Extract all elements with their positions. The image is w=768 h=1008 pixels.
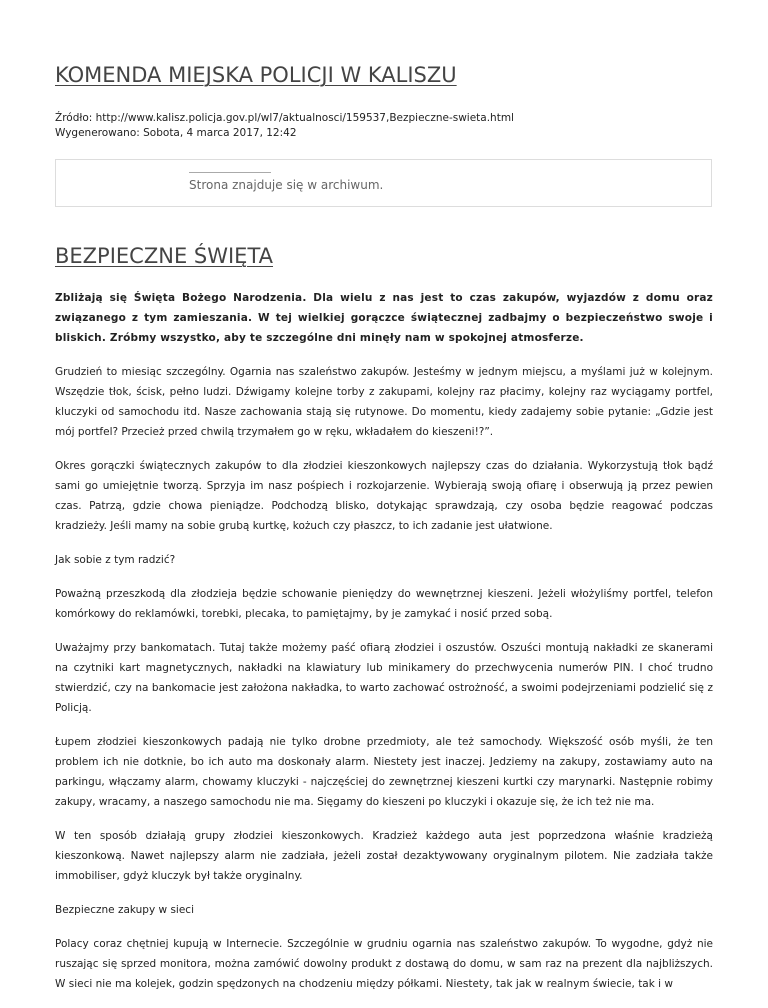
- article-paragraph: Uważajmy przy bankomatach. Tutaj także możemy paść ofiarą złodziei i oszustów. Oszuści montują nakładki ze skanerami na czytniki kart magnetycznych, nakładki na klawiatury lub minikamery do przechwycenia numerów PIN. I choć trudno stwierdzić, czy na bankomacie jest założona nakładka, to warto zachować ostrożność, a swoimi podejrzeniami podzielić się z Policją.: [55, 642, 713, 714]
- article-subheading: Bezpieczne zakupy w sieci: [55, 904, 194, 916]
- article-paragraph: Okres gorączki świątecznych zakupów to dla złodziei kieszonkowych najlepszy czas do działania. Wykorzystują tłok bądź sami go umiejętnie tworzą. Sprzyja im nasz pośpiech i rozkojarzenie. Wybierają swoją ofiarę i obserwują ją przez pewien czas. Patrzą, gdzie chowa pieniądze. Podchodzą blisko, dotykając sprawdzają, czy osoba będzie reagować podczas kradzieży. Jeśli mamy na sobie grubą kurtkę, kożuch czy płaszcz, to ich zadanie jest ułatwione.: [55, 460, 713, 532]
- article-paragraph: W ten sposób działają grupy złodziei kieszonkowych. Kradzież każdego auta jest poprzedzona właśnie kradzieżą kieszonkową. Nawet najlepszy alarm nie zadziała, jeżeli został dezaktywowany oryginalnym pilotem. Nie zadziała także immobiliser, gdyż kluczyk był także oryginalny.: [55, 830, 713, 882]
- archive-notice-box: [55, 159, 712, 207]
- article-paragraph: Grudzień to miesiąc szczególny. Ogarnia nas szaleństwo zakupów. Jesteśmy w jednym miejscu, a myślami już w kolejnym. Wszędzie tłok, ścisk, pełno ludzi. Dźwigamy kolejne torby z zakupami, kolejny raz płacimy, kolejny raz wyciągamy portfel, kluczyki od samochodu itd. Nasze zachowania stają się rutynowe. Do momentu, kiedy zadajemy sobie pytanie: „Gdzie jest mój portfel? Przecież przed chwilą trzymałem go w ręku, wkładałem do kieszeni!?”.: [55, 366, 713, 438]
- article-subheading: Jak sobie z tym radzić?: [55, 554, 176, 566]
- article-content: [55, 288, 713, 1008]
- article-title: BEZPIECZNE ŚWIĘTA: [55, 244, 274, 268]
- article-lead: Zbliżają się Święta Bożego Narodzenia. Dla wielu z nas jest to czas zakupów, wyjazdów z domu oraz związanego z tym zamieszania. W tej wielkiej gorączce świątecznej zadbajmy o bezpieczeństwo swoje i bliskich. Zróbmy wszystko, aby te szczególne dni minęły nam w spokojnej atmosferze.: [55, 292, 713, 344]
- generated-line: Wygenerowano: Sobota, 4 marca 2017, 12:42: [55, 127, 297, 139]
- article-paragraph: Poważną przeszkodą dla złodzieja będzie schowanie pieniędzy do wewnętrznej kieszeni. Jeżeli włożyliśmy portfel, telefon komórkowy do reklamówki, torebki, plecaka, to pamiętajmy, by je zamykać i nosić przed sobą.: [55, 588, 713, 620]
- article-paragraph: Polacy coraz chętniej kupują w Internecie. Szczególnie w grudniu ogarnia nas szaleństwo zakupów. To wygodne, gdyż nie ruszając się sprzed monitora, można zamówić dowolny produkt z dostawą do domu, w sam raz na prezent dla najbliższych. W sieci nie ma kolejek, godzin spędzonych na chodzeniu między półkami. Niestety, tak jak w realnym świecie, tak i w: [55, 938, 713, 990]
- site-title: KOMENDA MIEJSKA POLICJI W KALISZU: [55, 63, 457, 87]
- article-paragraph: Łupem złodziei kieszonkowych padają nie tylko drobne przedmioty, ale też samochody. Większość osób myśli, że ten problem ich nie dotknie, bo ich auto ma doskonały alarm. Niestety jest inaczej. Jedziemy na zakupy, zostawiamy auto na parkingu, włączamy alarm, chowamy kluczyki - najczęściej do zewnętrznej kieszeni kurtki czy marynarki. Następnie robimy zakupy, wracamy, a naszego samochodu nie ma. Sięgamy do kieszeni po kluczyki i okazuje się, że ich też nie ma.: [55, 736, 713, 808]
- archive-divider: [189, 172, 271, 173]
- archive-notice-text: Strona znajduje się w archiwum.: [189, 178, 384, 192]
- source-line: Źródło: http://www.kalisz.policja.gov.pl/wl7/aktualnosci/159537,Bezpieczne-swieta.html: [55, 112, 514, 124]
- document-meta: [55, 111, 514, 141]
